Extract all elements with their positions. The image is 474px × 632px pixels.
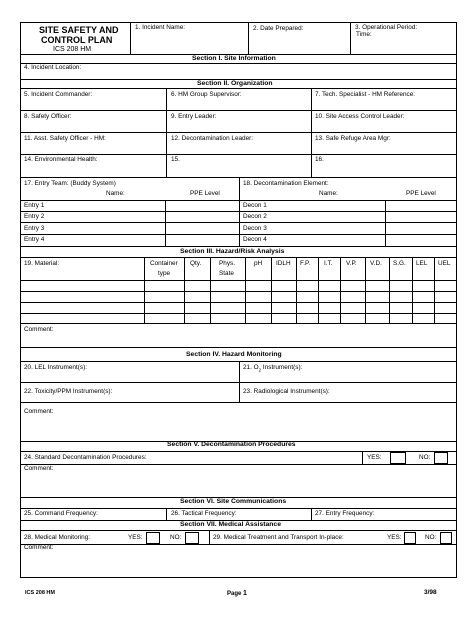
decon-leader-field[interactable]: 12. Decontamination Leader: (171, 135, 254, 142)
phys-label-2: State (219, 270, 234, 277)
medical-monitoring-label: 28. Medical Monitoring: (24, 534, 91, 541)
lel-instrument-field[interactable]: 20. LEL Instrument(s): (24, 364, 87, 371)
entry-row-4[interactable]: Entry 4 (24, 236, 45, 243)
safe-refuge-field[interactable]: 13. Safe Refuge Area Mgr: (315, 135, 391, 142)
decon-ppe-label: PPE Level (406, 190, 436, 197)
command-frequency-field[interactable]: 25. Command Frequency: (24, 510, 98, 517)
decon-element-label: 18. Decontamination Element: (243, 180, 329, 187)
idlh-label: IDLH (276, 260, 291, 267)
asst-safety-officer-field[interactable]: 11. Asst. Safety Officer - HM: (24, 135, 106, 142)
phys-label-1: Phys. (219, 260, 235, 267)
section-4-heading: Section IV. Hazard Monitoring (186, 351, 282, 358)
operational-period-field[interactable]: 3. Operational Period: (355, 24, 418, 31)
section-7-heading: Section VII. Medical Assistance (180, 521, 281, 528)
form-title-line1: SITE SAFETY AND (39, 25, 119, 35)
decon-row-2[interactable]: Decon 2 (243, 213, 267, 220)
qty-label: Qty. (190, 260, 202, 267)
entry-row-2[interactable]: Entry 2 (24, 213, 45, 220)
medical-treatment-label: 29. Medical Treatment and Transport In-place: (213, 534, 344, 541)
material-label: 19. Material: (24, 260, 60, 267)
entry-team-label: 17. Entry Team: (Buddy System) (24, 180, 116, 187)
monitoring-yes-checkbox[interactable] (146, 532, 160, 544)
page-number: 1 (243, 590, 247, 597)
field-15[interactable]: 15. (171, 156, 180, 163)
incident-name-field[interactable]: 1. Incident Name: (135, 24, 186, 31)
uel-label: UEL (438, 260, 451, 267)
form-border (20, 22, 457, 578)
o2-instrument-subscript: 2 (258, 367, 262, 373)
entry-row-3[interactable]: Entry 3 (24, 225, 45, 232)
entry-name-label: Name: (106, 190, 125, 197)
decon-yes-checkbox[interactable] (390, 452, 406, 464)
monitoring-yes-label: YES: (128, 534, 143, 541)
decon-row-1[interactable]: Decon 1 (243, 202, 267, 209)
tech-specialist-field[interactable]: 7. Tech. Specialist - HM Reference: (315, 91, 416, 98)
vp-label: V.P. (346, 260, 357, 267)
section-3-heading: Section III. Hazard/Risk Analysis (180, 248, 285, 255)
environmental-health-field[interactable]: 14. Environmental Health: (24, 156, 98, 163)
monitoring-comment-field[interactable]: Comment: (24, 408, 54, 415)
radiological-instrument-field[interactable]: 23. Radiological Instrument(s): (243, 388, 330, 395)
o2-instrument-prefix: 21. O (243, 364, 259, 371)
decon-row-4[interactable]: Decon 4 (243, 236, 267, 243)
sg-label: S.G. (393, 260, 406, 267)
footer-page-label (227, 590, 247, 597)
treatment-no-label: NO: (425, 534, 437, 541)
time-field[interactable]: Time: (356, 31, 372, 38)
section-2-heading: Section II. Organization (197, 80, 273, 87)
decon-name-label: Name: (319, 190, 338, 197)
field-16[interactable]: 16. (315, 156, 324, 163)
footer-revision: 3/98 (424, 589, 437, 596)
incident-commander-field[interactable]: 5. Incident Commander: (24, 91, 93, 98)
entry-frequency-field[interactable]: 27. Entry Frequency: (315, 510, 375, 517)
decon-row-3[interactable]: Decon 3 (243, 225, 267, 232)
treatment-yes-checkbox[interactable] (404, 532, 416, 544)
vd-label: V.D. (370, 260, 382, 267)
entry-ppe-label: PPE Level (190, 190, 220, 197)
footer-form-id: ICS 208 HM (25, 590, 55, 596)
hazard-comment-field[interactable]: Comment: (24, 326, 54, 333)
section-5-heading: Section V. Decontamination Procedures (167, 441, 296, 448)
fp-label: F.P. (300, 260, 311, 267)
entry-row-1[interactable]: Entry 1 (24, 202, 45, 209)
monitoring-no-label: NO: (170, 534, 182, 541)
date-prepared-field[interactable]: 2. Date Prepared: (253, 25, 304, 32)
ph-label: pH (254, 260, 263, 267)
page-label: Page (227, 591, 242, 597)
it-label: I.T. (324, 260, 333, 267)
decon-no-checkbox[interactable] (434, 452, 448, 464)
lel-label: LEL (416, 260, 428, 267)
safety-officer-field[interactable]: 8. Safety Officer: (24, 113, 72, 120)
site-access-control-field[interactable]: 10. Site Access Control Leader: (315, 113, 405, 120)
incident-location-field[interactable]: 4. Incident Location: (24, 64, 82, 71)
monitoring-no-checkbox[interactable] (185, 532, 199, 544)
container-label-2: type (158, 270, 171, 277)
tactical-frequency-field[interactable]: 26. Tactical Frequency: (171, 510, 237, 517)
medical-comment-field[interactable]: Comment: (24, 544, 54, 551)
hm-group-supervisor-field[interactable]: 6. HM Group Supervisor: (171, 91, 242, 98)
o2-instrument-suffix: Instrument(s): (261, 364, 303, 371)
decon-no-label: NO: (419, 454, 431, 461)
decon-comment-field[interactable]: Comment: (24, 465, 54, 472)
decon-yes-label: YES: (367, 454, 382, 461)
treatment-yes-label: YES: (387, 534, 402, 541)
form-id: ICS 208 HM (53, 46, 92, 53)
treatment-no-checkbox[interactable] (440, 532, 452, 544)
o2-instrument-field[interactable] (243, 365, 302, 373)
form-title-line2: CONTROL PLAN (41, 35, 113, 45)
section-6-heading: Section VI. Site Communications (180, 498, 287, 505)
section-1-heading: Section I. Site Information (192, 55, 276, 62)
standard-decon-label: 24. Standard Decontamination Procedures: (24, 454, 147, 461)
toxicity-instrument-field[interactable]: 22. Toxicity/PPM Instrument(s): (24, 388, 113, 395)
container-label-1: Container (150, 260, 178, 267)
entry-leader-field[interactable]: 9. Entry Leader: (171, 113, 217, 120)
